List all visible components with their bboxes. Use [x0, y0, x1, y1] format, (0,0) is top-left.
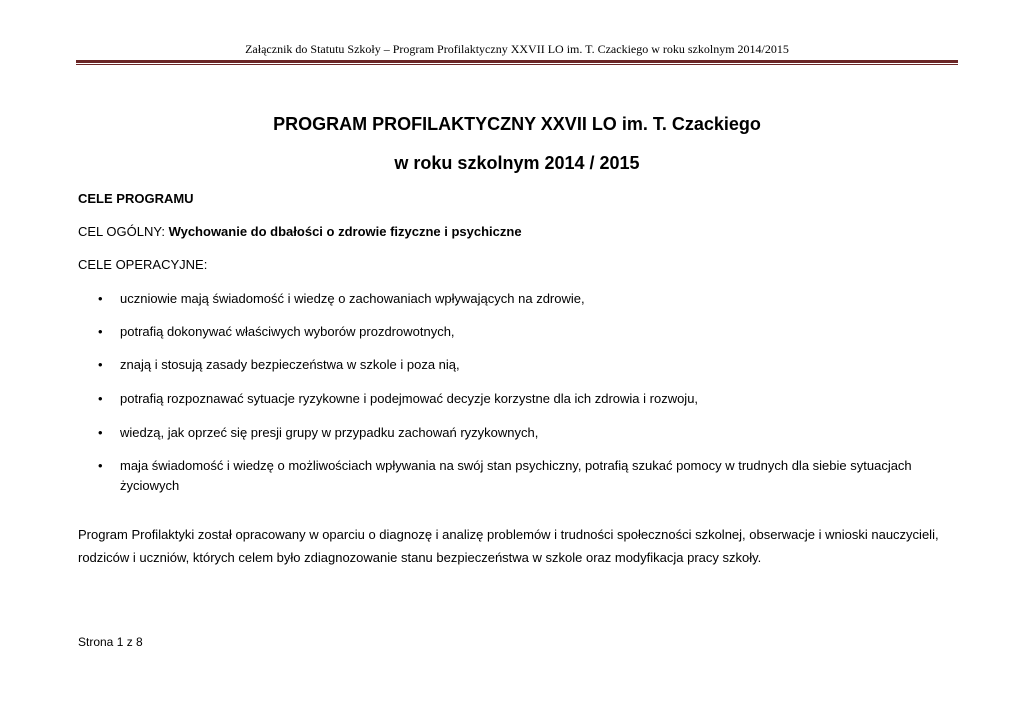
bullet-icon: • — [98, 291, 103, 306]
list-item-text: potrafią rozpoznawać sytuacje ryzykowne i podejmować decyzje korzystne dla ich zdrowia i rozwoju, — [120, 391, 699, 406]
operational-goals-heading: CELE OPERACYJNE: — [78, 257, 208, 272]
body-paragraph: Program Profilaktyki został opracowany w oparciu o diagnozę i analizę problemów i trudności społeczności szkolnej, obserwacje i wnioski nauczycieli, rodziców i uczniów, których celem było zdiagnozowanie stanu bezpieczeństwa w szkole oraz modyfikacja pracy szkoły. — [78, 527, 939, 565]
header-rule — [76, 60, 958, 63]
header-rule-thin — [76, 64, 958, 65]
list-item — [98, 355, 958, 375]
bullet-icon: • — [98, 324, 103, 339]
general-goal-label: CEL OGÓLNY: — [78, 224, 169, 239]
document-title: PROGRAM PROFILAKTYCZNY XXVII LO im. T. Czackiego — [273, 114, 761, 134]
list-item-text: maja świadomość i wiedzę o możliwościach wpływania na swój stan psychiczny, potrafią szukać pomocy w trudnych dla siebie sytuacjach życiowych — [120, 458, 912, 493]
list-item-text: potrafią dokonywać właściwych wyborów prozdrowotnych, — [120, 324, 455, 339]
bullet-icon: • — [98, 391, 103, 406]
list-item — [98, 289, 958, 309]
list-item — [98, 322, 958, 342]
list-item-text: znają i stosują zasady bezpieczeństwa w szkole i poza nią, — [120, 357, 460, 372]
list-item-text: wiedzą, jak oprzeć się presji grupy w przypadku zachowań ryzykownych, — [120, 425, 539, 440]
general-goal — [78, 223, 522, 241]
bullet-icon: • — [98, 458, 103, 473]
general-goal-value: Wychowanie do dbałości o zdrowie fizyczne i psychiczne — [168, 224, 522, 239]
list-item-text: uczniowie mają świadomość i wiedzę o zachowaniach wpływających na zdrowie, — [120, 291, 585, 306]
running-header: Załącznik do Statutu Szkoły – Program Profilaktyczny XXVII LO im. T. Czackiego w roku szkolnym 2014/2015 — [245, 42, 789, 56]
bullet-icon: • — [98, 357, 103, 372]
list-item — [98, 456, 958, 496]
page-number: Strona 1 z 8 — [78, 635, 143, 649]
document-subtitle: w roku szkolnym 2014 / 2015 — [394, 153, 640, 173]
bullet-icon: • — [98, 425, 103, 440]
goals-heading: CELE PROGRAMU — [78, 191, 194, 206]
list-item — [98, 389, 958, 409]
list-item — [98, 423, 958, 443]
